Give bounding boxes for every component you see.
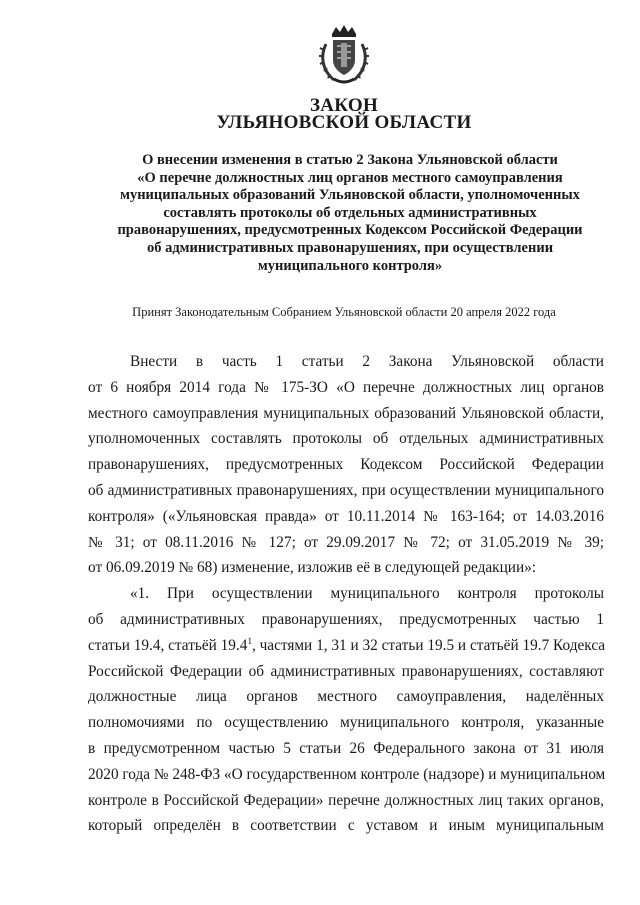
subject-line: О внесении изменения в статью 2 Закона Ульяновской области [142, 152, 558, 168]
body-line: Внести в часть 1 статьи 2 Закона Ульяновской области [130, 353, 604, 370]
body-line: об административных правонарушениях, предусмотренных частью 1 [88, 610, 604, 628]
subject-line: муниципальных образований Ульяновской области, уполномоченных [120, 187, 580, 204]
body-line: местного самоуправления муниципальных образований Ульяновской области, [88, 404, 604, 422]
law-subject [100, 152, 600, 275]
ulyanovsk-coat-of-arms-icon [318, 24, 370, 86]
superscript: 1 [247, 635, 252, 646]
body-line: правонарушениях, предусмотренных Кодексом Российской Федерации [88, 456, 604, 474]
subject-line: муниципального контроля» [257, 257, 443, 274]
body-line: об административных правонарушениях, при осуществлении муниципального [88, 481, 604, 499]
law-title-line1: ЗАКОН [309, 95, 379, 116]
body-text-fragment: , частями 1, 31 и 32 статьи 19.5 и статьёй 19.7 Кодекса [251, 636, 606, 654]
body-line: контроле в Российской Федерации» перечне должностных лиц таких органов, [88, 791, 604, 809]
adoption-note: Принят Законодательным Собранием Ульяновской области 20 апреля 2022 года [132, 305, 556, 319]
subject-line: об административных правонарушениях, при осуществлении [146, 239, 554, 256]
body-line: от 06.09.2019 № 68) изменение, изложив её в следующей редакции»: [88, 559, 537, 577]
subject-line: правонарушениях, предусмотренных Кодексом Российской Федерации [117, 222, 583, 239]
body-line: «1. При осуществлении муниципального контроля протоколы [130, 585, 604, 603]
subject-line: «О перечне должностных лиц органов местного самоуправления [137, 169, 563, 186]
body-line: в предусмотренном частью 5 статьи 26 Федерального закона от 31 июля [88, 739, 604, 757]
body-line-with-superscript [88, 633, 604, 659]
body-line: контроля» («Ульяновская правда» от 10.11.2014 № 163-164; от 14.03.2016 [88, 507, 604, 525]
body-line: уполномоченных составлять протоколы об отдельных административных [88, 430, 604, 448]
body-line: полномочиями по осуществлению муниципального контроля, указанные [88, 714, 604, 732]
law-title-line2: УЛЬЯНОВСКОЙ ОБЛАСТИ [216, 112, 472, 133]
body-text-fragment: статьи 19.4, статьёй 19.4 [88, 636, 248, 654]
body-line: № 31; от 08.11.2016 № 127; от 29.09.2017 № 72; от 31.05.2019 № 39; [88, 533, 604, 551]
body-line: от 6 ноября 2014 года № 175-ЗО «О перечне должностных лиц органов [88, 378, 604, 396]
body-line: 2020 года № 248-ФЗ «О государственном контроле (надзоре) и муниципальном [88, 765, 606, 783]
body-line: который определён в соответствии с уставом и иным муниципальным [88, 817, 604, 835]
body-line: Российской Федерации об административных правонарушениях, составляют [88, 662, 604, 680]
body-line: должностные лица органов местного самоуправления, наделённых [88, 688, 604, 706]
law-body [88, 349, 604, 839]
subject-line: составлять протоколы об отдельных административных [163, 204, 537, 221]
